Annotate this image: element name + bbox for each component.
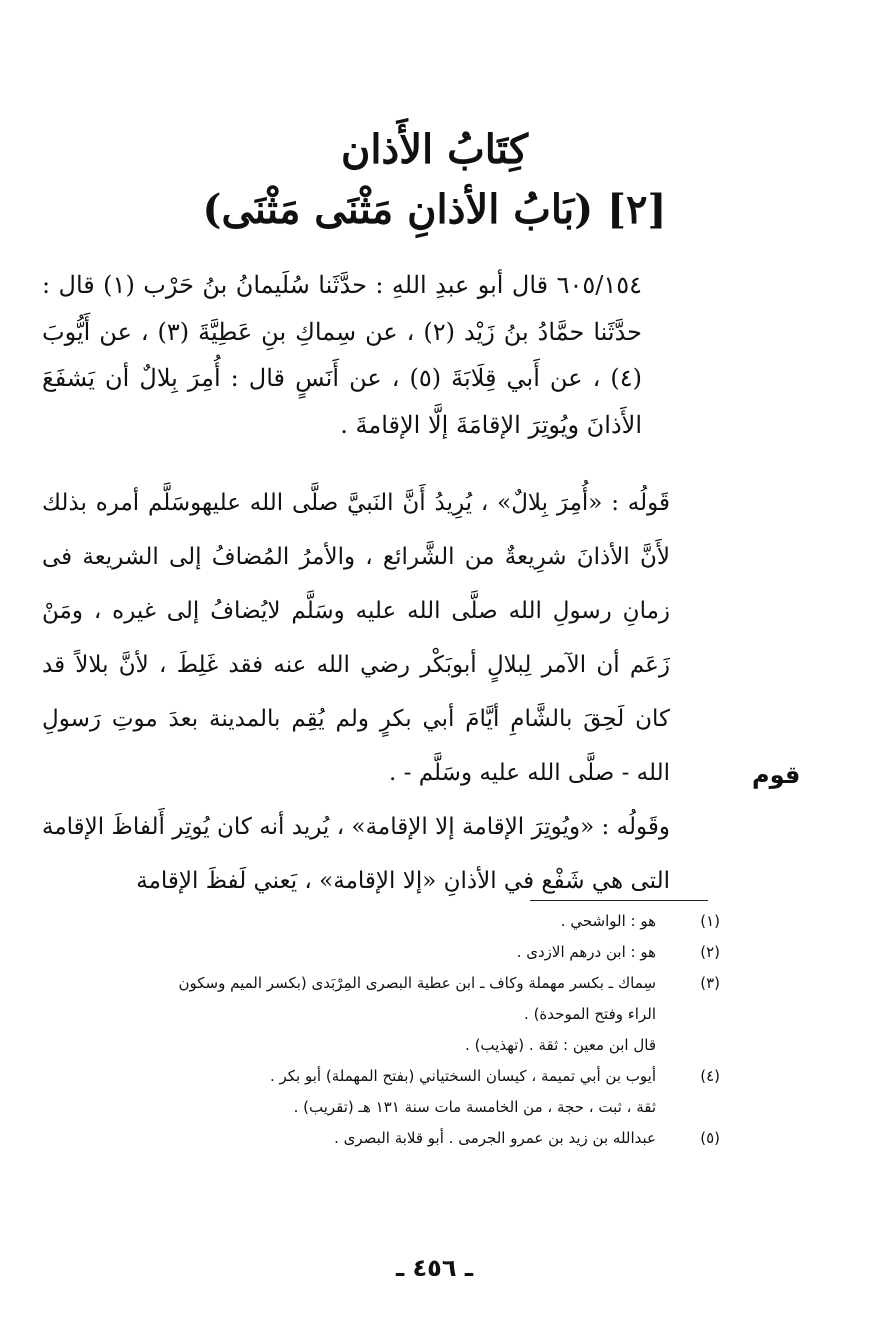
footnotes — [42, 906, 722, 1154]
commentary — [42, 476, 724, 908]
commentary-paragraph-1: قَولُه : «أُمِرَ بِلالٌ» ، يُرِيدُ أَنَّ النَبيَّ صلَّى الله عليهوسَلَّم أمره بذلك لأَنَّ الأذانَ شرِيعةٌ من الشَّرائع ، والأمرُ المُضافُ إلى الشريعة فى زمانِ رسولِ الله صلَّى الله عليه وسَلَّم لايُضافُ إلى غيره ، ومَنْ زَعَم أن الآمر لِبلالٍ أبوبَكْر رضي الله عنه فقد غَلِطَ ، لأنَّ بلالاً قد كان لَحِقَ بالشَّامِ أيَّامَ أبي بكرٍ ولم يُقِم بالمدينة بعدَ موتِ رَسولِ الله - صلَّى الله عليه وسَلَّم - . — [42, 490, 670, 786]
chapter-title: [٢] (بَابُ الأذانِ مَثْنَى مَثْنَى) — [202, 186, 667, 233]
hadith-text: ٦٠٥/١٥٤ قال أبو عبدِ اللهِ : حدَّثَنا سُلَيمانُ بنُ حَرْب (١) قال : حدَّثَنا حمَّادُ بنُ زَيْد (٢) ، عن سِماكِ بنِ عَطِيَّةَ (٣) ، عن أَيُّوبَ (٤) ، عن أَبي قِلَابَةَ (٥) ، عن أَنَسٍ قال : أُمِرَ بِلالٌ أن يَشفَعَ الأَذانَ ويُوتِرَ الإقامَةَ إلَّا الإقامةَ . — [42, 271, 642, 439]
footnote — [42, 1061, 722, 1123]
commentary-paragraph-2: وقَولُه : «ويُوتِرَ الإقامة إلا الإقامة» ، يُريد أنه كان يُوتِر أَلفاظَ الإقامة التى هي شَفْع في الأذانِ «إلا الإقامة» ، يَعني لَفظَ الإقامة — [42, 814, 670, 894]
footnote — [42, 937, 722, 968]
footnote-line: قال ابن معين : ثقة . (تهذيب) . — [465, 1036, 656, 1054]
margin-note: قوم — [752, 761, 801, 789]
footnote-text — [42, 937, 656, 968]
footnote-line: هو : ابن درهم الازدى . — [516, 943, 656, 961]
footnote — [42, 906, 722, 937]
footnote-text — [42, 1061, 656, 1123]
footnote-line: الراء وفتح الموحدة) . — [524, 1005, 656, 1023]
footnote-number: (٢) — [700, 943, 720, 961]
footnote-number: (٣) — [700, 974, 720, 992]
footnote-text — [42, 906, 656, 937]
footnote-line: أيوب بن أبي تميمة ، كيسان السختياني (بفتح المهملة) أبو بكر . — [269, 1067, 656, 1085]
footnote-text — [42, 968, 656, 1061]
footnote-divider — [530, 900, 708, 901]
footnote — [42, 1123, 722, 1154]
footnote-number: (١) — [700, 912, 720, 930]
footnote-line: ثقة ، ثبت ، حجة ، من الخامسة مات سنة ١٣١ هـ (تقريب) . — [293, 1098, 656, 1116]
footnote-line: عبدالله بن زيد بن عمرو الجرمى . أبو قلابة البصرى . — [334, 1129, 656, 1147]
footnote-number: (٤) — [700, 1067, 720, 1085]
footnote-line: هو : الواشحي . — [560, 912, 656, 930]
footnote-line: سِماك ـ بكسر مهملة وكاف ـ ابن عطية البصرى المِرْبَدى (بكسر الميم وسكون — [178, 974, 656, 992]
page-number: ـ ٤٥٦ ـ — [395, 1254, 474, 1282]
footnote-text — [42, 1123, 656, 1154]
book-title: كِتَابُ الأَذان — [340, 126, 529, 173]
footnote — [42, 968, 722, 1061]
footnote-number: (٥) — [700, 1129, 720, 1147]
